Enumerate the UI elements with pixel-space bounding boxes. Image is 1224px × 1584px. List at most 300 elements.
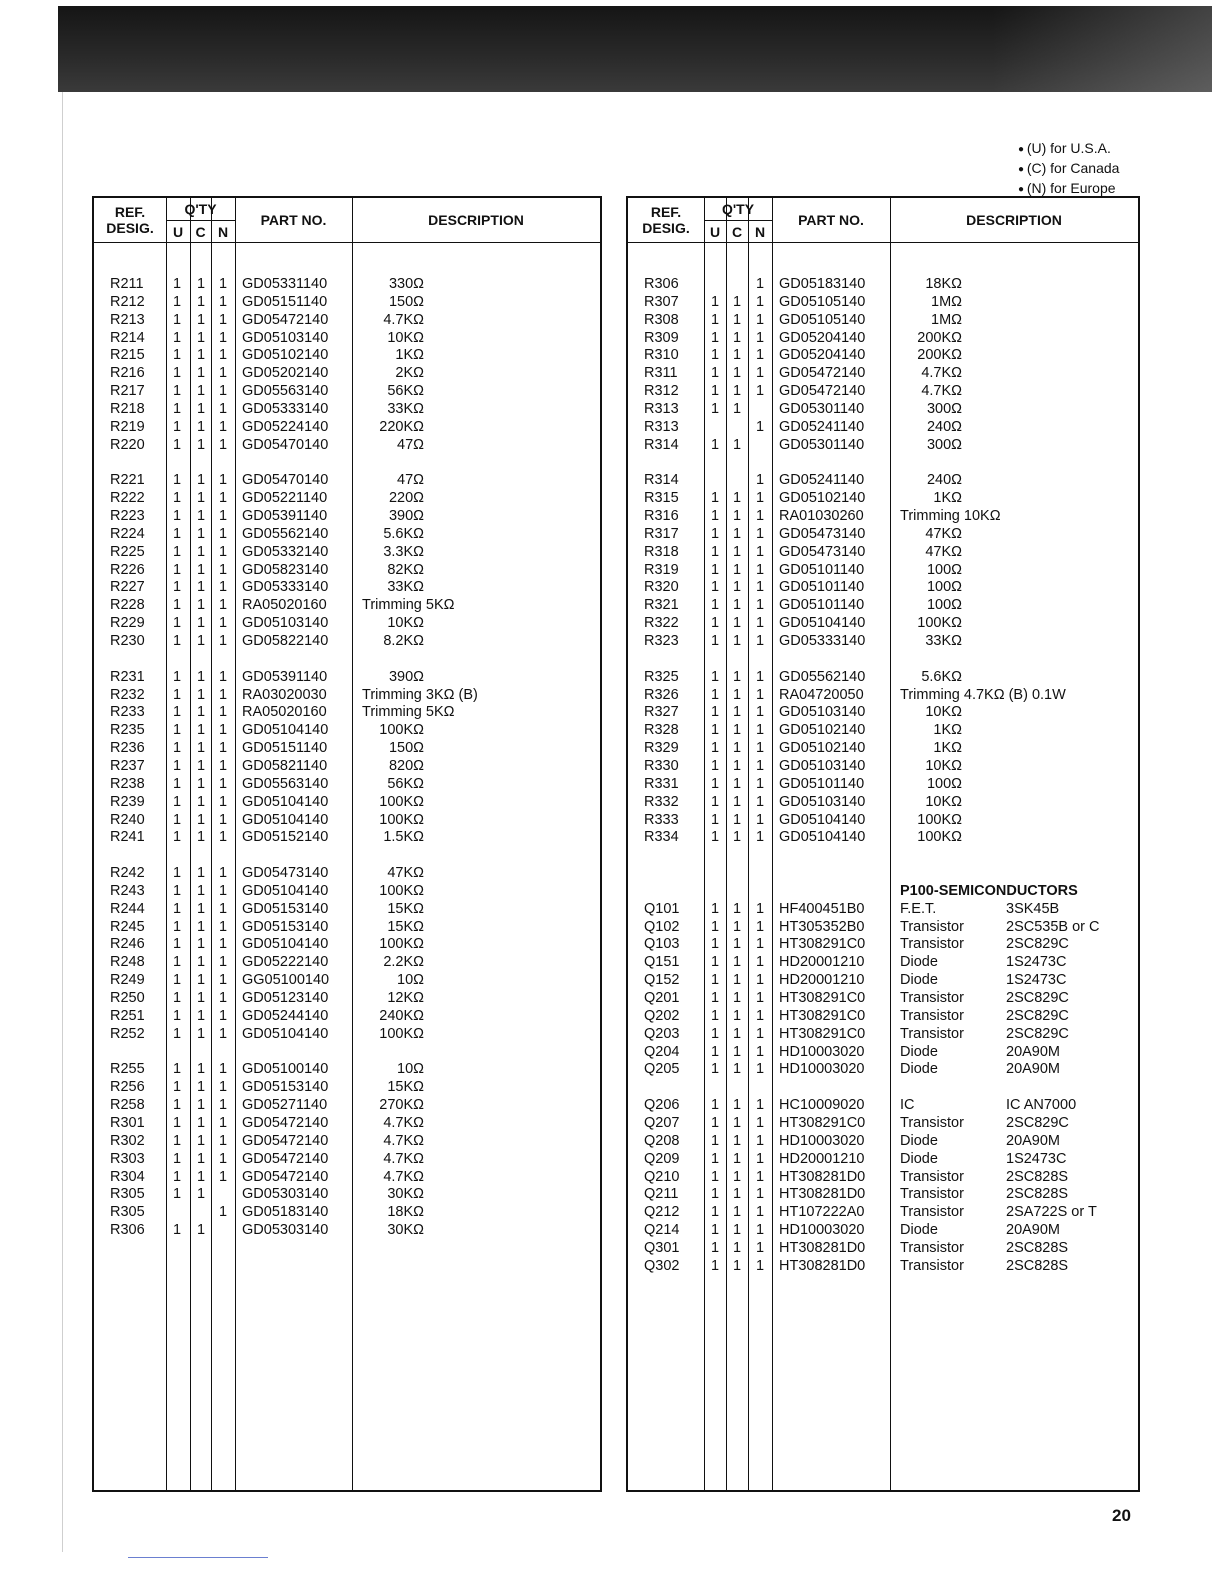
ref-designator: Q206: [644, 1097, 680, 1114]
qty-n: 1: [756, 472, 765, 489]
qty-u: 1: [711, 1097, 720, 1114]
description: 4.7KΩ: [383, 1132, 424, 1149]
ref-designator: R327: [644, 704, 679, 721]
description: 1KΩ: [933, 740, 962, 757]
description: 56KΩ: [387, 775, 424, 792]
qty-u: 1: [173, 383, 182, 400]
ref-designator: Q208: [644, 1132, 680, 1149]
qty-n: 1: [219, 954, 228, 971]
qty-n: 1: [219, 472, 228, 489]
ref-designator: R251: [110, 1007, 145, 1024]
qty-c: 1: [197, 793, 206, 810]
ref-designator: R214: [110, 329, 145, 346]
qty-n: 1: [219, 436, 228, 453]
qty-c: 1: [197, 972, 206, 989]
qty-c: 1: [733, 561, 742, 578]
qty-u: 1: [173, 1114, 182, 1131]
part-number: GD05823140: [242, 561, 329, 578]
part-number: GD05244140: [242, 1007, 329, 1024]
qty-u: 1: [711, 1222, 720, 1239]
ref-designator: R318: [644, 543, 679, 560]
description: 8.2KΩ: [383, 633, 424, 649]
table-row: [94, 562, 600, 579]
qty-n: 1: [756, 579, 765, 596]
qty-n: 1: [219, 418, 228, 435]
qty-c: 1: [197, 668, 206, 685]
part-number: GD05472140: [242, 1150, 329, 1167]
description: 10KΩ: [387, 329, 424, 346]
section-heading: P100-SEMICONDUCTORS: [900, 882, 1078, 899]
part-number: GD05183140: [242, 1204, 329, 1221]
qty-n: 1: [756, 829, 765, 846]
qty-u: 1: [173, 1025, 182, 1042]
qty-u: 1: [711, 1025, 720, 1042]
qty-n: 1: [756, 936, 765, 953]
part-number: GD05103140: [779, 704, 866, 721]
part-number: RA05020160: [242, 597, 327, 614]
part-number: HD20001210: [779, 1150, 865, 1167]
qty-u: 1: [711, 597, 720, 614]
qty-n: 1: [219, 1025, 228, 1042]
description: 100Ω: [926, 561, 962, 578]
part-number: GD05472140: [242, 1114, 329, 1131]
description: 200KΩ: [917, 329, 962, 346]
qty-u: 1: [711, 1204, 720, 1221]
ref-designator: R310: [644, 347, 679, 364]
qty-u: 1: [711, 561, 720, 578]
qty-c: 1: [733, 490, 742, 507]
qty-u: 1: [173, 615, 182, 632]
table-row: [628, 687, 1138, 704]
region-legend: [1018, 139, 1119, 199]
qty-c: 1: [733, 400, 742, 417]
part-number: GD05101140: [779, 597, 865, 614]
qty-n: 1: [219, 865, 228, 882]
component-type: Transistor: [900, 1257, 964, 1274]
qty-c: 1: [733, 954, 742, 971]
part-number: GD05473140: [779, 525, 866, 542]
header-part-no: PART NO.: [260, 212, 327, 228]
qty-u: 1: [711, 918, 720, 935]
component-model: 2SC829C: [1006, 936, 1069, 953]
qty-n: 1: [756, 633, 765, 649]
qty-n: 1: [219, 740, 228, 757]
description: 820Ω: [388, 757, 424, 774]
qty-u: 1: [711, 668, 720, 685]
part-number: GD05473140: [779, 543, 866, 560]
part-number: GD05105140: [779, 311, 866, 328]
part-number: GD05224140: [242, 418, 329, 435]
qty-u: 1: [173, 829, 182, 846]
qty-c: 1: [197, 829, 206, 846]
qty-c: 1: [733, 293, 742, 310]
qty-u: 1: [173, 972, 182, 989]
table-row: [628, 579, 1138, 596]
table-row: [628, 1133, 1138, 1150]
ref-designator: R306: [644, 276, 679, 292]
ref-designator: R236: [110, 740, 145, 757]
qty-u: 1: [173, 722, 182, 739]
description: 47Ω: [397, 472, 424, 489]
part-number: GD05473140: [242, 865, 329, 882]
parts-table-right: [626, 196, 1140, 1492]
part-number: GD05472140: [779, 383, 866, 400]
qty-n: 1: [219, 686, 228, 703]
header-n: N: [217, 224, 229, 240]
qty-u: 1: [173, 811, 182, 828]
part-number: GD05104140: [242, 1025, 329, 1042]
qty-n: 1: [219, 1132, 228, 1149]
component-model: 1S2473C: [1006, 972, 1067, 989]
component-type: Diode: [900, 1061, 938, 1078]
description: 240Ω: [926, 418, 962, 435]
qty-u: 1: [173, 936, 182, 953]
qty-u: 1: [173, 472, 182, 489]
part-number: GD05333140: [242, 400, 329, 417]
qty-c: 1: [197, 400, 206, 417]
description: 33KΩ: [387, 400, 424, 417]
table-row: [94, 758, 600, 775]
part-number: RA03020030: [242, 686, 327, 703]
component-type: Diode: [900, 1150, 938, 1167]
qty-n: 1: [756, 365, 765, 382]
table-row: [628, 1204, 1138, 1221]
qty-n: 1: [756, 990, 765, 1006]
description: 4.7KΩ: [383, 1114, 424, 1131]
qty-u: 1: [173, 276, 182, 292]
ref-designator: R305: [110, 1204, 145, 1221]
ref-designator: Q207: [644, 1114, 680, 1131]
description: 10Ω: [397, 972, 424, 989]
component-type: Transistor: [900, 1025, 964, 1042]
description: 30KΩ: [387, 1186, 424, 1203]
qty-n: 1: [756, 597, 765, 614]
qty-c: 1: [733, 722, 742, 739]
table-row: [628, 526, 1138, 543]
qty-u: 1: [173, 793, 182, 810]
qty-c: 1: [197, 579, 206, 596]
qty-u: 1: [711, 1186, 720, 1203]
qty-u: 1: [711, 972, 720, 989]
part-number: HT308281D0: [779, 1239, 866, 1256]
component-type: Transistor: [900, 1168, 964, 1185]
qty-c: 1: [197, 1186, 206, 1203]
qty-n: 1: [219, 1061, 228, 1078]
table-row: [628, 776, 1138, 793]
qty-c: 1: [733, 936, 742, 953]
component-type: Transistor: [900, 1114, 964, 1131]
table-row: [94, 490, 600, 507]
qty-c: 1: [733, 1186, 742, 1203]
qty-c: 1: [197, 936, 206, 953]
table-row: [628, 1115, 1138, 1132]
table-row: [94, 1204, 600, 1221]
qty-u: 1: [711, 954, 720, 971]
table-row: [628, 1258, 1138, 1275]
part-number: GD05183140: [779, 276, 866, 292]
qty-n: 1: [219, 1114, 228, 1131]
qty-u: 1: [711, 811, 720, 828]
table-row: [94, 990, 600, 1007]
description: 100KΩ: [379, 1025, 424, 1042]
qty-u: 1: [711, 329, 720, 346]
table-row: [94, 776, 600, 793]
component-type: IC: [900, 1097, 915, 1114]
qty-n: 1: [219, 972, 228, 989]
qty-c: 1: [733, 508, 742, 525]
description: 100KΩ: [379, 882, 424, 899]
header-part-no: PART NO.: [798, 212, 864, 228]
table-row: [628, 276, 1138, 293]
qty-c: 1: [197, 508, 206, 525]
qty-n: 1: [756, 293, 765, 310]
ref-designator: Q103: [644, 936, 680, 953]
part-number: GD05105140: [779, 293, 866, 310]
qty-u: 1: [173, 400, 182, 417]
ref-designator: Q302: [644, 1257, 680, 1274]
qty-c: 1: [733, 1239, 742, 1256]
part-number: GD05303140: [242, 1222, 329, 1239]
qty-u: 1: [173, 757, 182, 774]
qty-c: 1: [733, 365, 742, 382]
qty-u: 1: [173, 633, 182, 649]
qty-u: 1: [711, 722, 720, 739]
qty-n: 1: [756, 811, 765, 828]
qty-c: 1: [733, 704, 742, 721]
qty-c: 1: [733, 1132, 742, 1149]
component-type: Diode: [900, 954, 938, 971]
ref-designator: R249: [110, 972, 145, 989]
qty-n: 1: [756, 561, 765, 578]
qty-n: 1: [219, 597, 228, 614]
qty-u: 1: [711, 740, 720, 757]
table-row: [628, 544, 1138, 561]
component-model: 2SC828S: [1006, 1186, 1069, 1203]
part-number: HT308281D0: [779, 1168, 866, 1185]
ref-designator: Q205: [644, 1061, 680, 1078]
ref-designator: R226: [110, 561, 145, 578]
qty-n: 1: [756, 775, 765, 792]
qty-u: 1: [173, 561, 182, 578]
qty-u: 1: [711, 775, 720, 792]
ref-designator: Q204: [644, 1043, 680, 1060]
qty-n: 1: [756, 329, 765, 346]
ref-designator: R245: [110, 918, 145, 935]
qty-c: 1: [733, 811, 742, 828]
qty-c: 1: [197, 1150, 206, 1167]
table-row: [94, 1026, 600, 1043]
qty-n: 1: [219, 400, 228, 417]
description: 10KΩ: [387, 615, 424, 632]
description: 390Ω: [388, 508, 424, 525]
description: 18KΩ: [925, 276, 962, 292]
ref-designator: R325: [644, 668, 679, 685]
qty-u: 1: [173, 418, 182, 435]
qty-c: 1: [197, 757, 206, 774]
qty-c: 1: [733, 436, 742, 453]
part-number: RA05020160: [242, 704, 327, 721]
part-number: HD20001210: [779, 954, 865, 971]
ref-designator: R320: [644, 579, 679, 596]
qty-c: 1: [733, 900, 742, 917]
table-row: [628, 615, 1138, 632]
description: 82KΩ: [387, 561, 424, 578]
description: 220KΩ: [379, 418, 424, 435]
qty-u: 1: [173, 775, 182, 792]
component-type: Diode: [900, 1043, 938, 1060]
qty-n: 1: [219, 829, 228, 846]
legend-usa: ● (U) for U.S.A.: [1018, 139, 1119, 159]
qty-u: 1: [711, 400, 720, 417]
part-number: GD05102140: [242, 347, 329, 364]
part-number: GG05100140: [242, 972, 330, 989]
part-number: GD05331140: [242, 276, 328, 292]
qty-n: 1: [756, 1257, 765, 1274]
table-row: [94, 865, 600, 882]
description: 15KΩ: [387, 1079, 424, 1096]
ref-designator: R237: [110, 757, 145, 774]
qty-u: 1: [711, 1150, 720, 1167]
qty-c: 1: [197, 418, 206, 435]
description: 47KΩ: [387, 865, 424, 882]
qty-n: 1: [756, 704, 765, 721]
table-row: [628, 419, 1138, 436]
qty-c: 1: [197, 740, 206, 757]
component-type: Transistor: [900, 1239, 964, 1256]
qty-n: 1: [219, 811, 228, 828]
description: 2.2KΩ: [383, 954, 424, 971]
qty-c: 1: [733, 918, 742, 935]
qty-c: 1: [197, 383, 206, 400]
qty-c: 1: [733, 740, 742, 757]
table-row: [94, 330, 600, 347]
qty-c: 1: [733, 525, 742, 542]
table-row: [94, 401, 600, 418]
table-row: [628, 472, 1138, 489]
table-row: [94, 1133, 600, 1150]
table-row: [628, 1240, 1138, 1257]
qty-u: 1: [711, 543, 720, 560]
description: 300Ω: [926, 400, 962, 417]
qty-c: 1: [733, 793, 742, 810]
component-model: 20A90M: [1006, 1061, 1061, 1078]
qty-n: 1: [756, 1061, 765, 1078]
ref-designator: R228: [110, 597, 145, 614]
qty-u: 1: [173, 543, 182, 560]
part-number: GD05333140: [242, 579, 329, 596]
qty-c: 1: [733, 597, 742, 614]
description: 1.5KΩ: [383, 829, 424, 846]
ref-designator: R232: [110, 686, 145, 703]
ref-designator: R233: [110, 704, 145, 721]
ref-designator: R221: [110, 472, 145, 489]
header-rule: [94, 242, 600, 243]
ref-designator: R314: [644, 472, 679, 489]
qty-u: 1: [711, 633, 720, 649]
table-row: [94, 615, 600, 632]
ref-designator: R319: [644, 561, 679, 578]
table-row: [94, 579, 600, 596]
ref-designator: Q151: [644, 954, 680, 971]
header-n: N: [754, 224, 766, 240]
description: 4.7KΩ: [383, 1168, 424, 1185]
part-number: GD05562140: [242, 525, 329, 542]
qty-c: 1: [197, 633, 206, 649]
ref-designator: R229: [110, 615, 145, 632]
component-type: Transistor: [900, 1204, 964, 1221]
table-row: [94, 1222, 600, 1239]
qty-u: 1: [173, 954, 182, 971]
qty-n: 1: [219, 918, 228, 935]
qty-n: 1: [756, 1150, 765, 1167]
qty-u: 1: [711, 1061, 720, 1078]
component-model: 2SC829C: [1006, 1025, 1069, 1042]
part-number: GD05104140: [242, 936, 329, 953]
ref-designator: R219: [110, 418, 145, 435]
ref-designator: R312: [644, 383, 679, 400]
ref-designator: Q212: [644, 1204, 680, 1221]
ref-designator: Q101: [644, 900, 680, 917]
header-c: C: [195, 224, 206, 240]
header-u: U: [172, 224, 184, 240]
qty-u: 1: [711, 365, 720, 382]
table-row: [94, 597, 600, 614]
part-number: GD05123140: [242, 990, 329, 1006]
part-number: GD05204140: [779, 347, 866, 364]
description: 100Ω: [926, 597, 962, 614]
qty-c: 1: [197, 1061, 206, 1078]
ref-designator: Q209: [644, 1150, 680, 1167]
header-c: C: [731, 224, 743, 240]
description: Trimming 4.7KΩ (B) 0.1W: [900, 686, 1066, 703]
qty-n: 1: [219, 1079, 228, 1096]
qty-n: 1: [756, 1007, 765, 1024]
qty-n: 1: [756, 615, 765, 632]
ref-designator: R216: [110, 365, 145, 382]
part-number: GD05103140: [779, 757, 866, 774]
qty-u: 1: [173, 740, 182, 757]
qty-u: 1: [711, 293, 720, 310]
part-number: GD05221140: [242, 490, 328, 507]
qty-n: 1: [756, 686, 765, 703]
qty-u: 1: [173, 1150, 182, 1167]
ref-designator: R322: [644, 615, 679, 632]
table-row: [628, 812, 1138, 829]
table-row: [94, 276, 600, 293]
description: 33KΩ: [387, 579, 424, 596]
qty-u: 1: [173, 1007, 182, 1024]
qty-n: 1: [756, 1168, 765, 1185]
ref-designator: R329: [644, 740, 679, 757]
ref-designator: Q214: [644, 1222, 680, 1239]
description: 100KΩ: [917, 615, 962, 632]
description: 1MΩ: [931, 293, 962, 310]
description: Trimming 5KΩ: [362, 597, 455, 614]
description: 100KΩ: [379, 936, 424, 953]
qty-c: 1: [733, 1007, 742, 1024]
part-number: GD05104140: [242, 722, 329, 739]
qty-c: 1: [733, 347, 742, 364]
part-number: GD05104140: [242, 882, 329, 899]
ref-designator: R256: [110, 1079, 145, 1096]
description: 1KΩ: [933, 722, 962, 739]
qty-c: 1: [733, 1061, 742, 1078]
qty-c: 1: [733, 543, 742, 560]
parts-table-left: [92, 196, 602, 1492]
ref-designator: R243: [110, 882, 145, 899]
qty-u: 1: [173, 1132, 182, 1149]
ref-designator: Q203: [644, 1025, 680, 1042]
